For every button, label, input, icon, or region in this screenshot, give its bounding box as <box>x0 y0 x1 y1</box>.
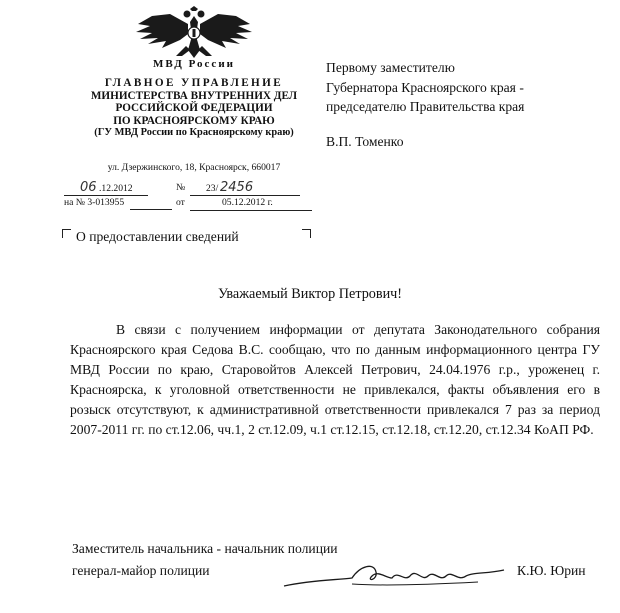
number-label: № <box>176 182 186 193</box>
date-rest: .12.2012 <box>99 183 133 194</box>
body-paragraph: В связи с получением информации от депутата Законодательного собрания Красноярского края Седова В.С. сообщаю, что по данным информационного центра ГУ МВД России по краю, Старовойтов Алексей Петрович, 24.04.1976 г.р., уроженец г. Красноярска, к уголовной ответственности не привлекался, факты объявления его в розыск отсутствуют, к административной ответственности привлекался 7 раз за период 2007-2011 гг. по ст.12.06, чч.1, 2 ст.12.09, ч.1 ст.12.15, ст.12.18, ст.12.20, ст.12.34 КоАП РФ. <box>70 322 600 437</box>
recipient-block <box>326 58 616 151</box>
organization-name <box>70 77 318 140</box>
in-reply-date <box>190 198 312 211</box>
recipient-line: председателю Правительства края <box>326 99 525 114</box>
recipient-line: Губернатора Красноярского края - <box>326 79 524 95</box>
in-reply-number <box>64 197 172 210</box>
signer-position-line1: Заместитель начальника - начальник полиции <box>72 541 338 556</box>
org-line: РОССИЙСКОЙ ФЕДЕРАЦИИ <box>115 102 273 114</box>
ministry-title: МВД России <box>152 58 235 70</box>
reply-date: 05.12.2012 г. <box>222 197 273 208</box>
subject-bracket-right <box>302 229 311 238</box>
outgoing-date <box>64 180 148 196</box>
org-line: МИНИСТЕРСТВА ВНУТРЕННИХ ДЕЛ <box>90 89 298 102</box>
from-label: от <box>176 197 185 208</box>
greeting: Уважаемый Виктор Петрович! <box>217 286 403 302</box>
date-day-handwritten: 06 <box>80 180 97 195</box>
recipient-line: Первому заместителю <box>326 60 455 75</box>
handwritten-signature-icon <box>282 556 508 596</box>
org-line-abbrev: (ГУ МВД России по Красноярскому краю) <box>94 127 294 138</box>
signer-name: К.Ю. Юрин <box>517 563 586 578</box>
subject-line: О предоставлении сведений <box>76 229 239 244</box>
reply-underline <box>130 197 172 210</box>
number-handwritten: 2456 <box>220 180 254 195</box>
outgoing-number <box>190 180 300 196</box>
subject-bracket-left <box>62 229 71 238</box>
signer-position-line2: генерал-майор полиции <box>72 563 210 578</box>
recipient-name: В.П. Томенко <box>326 133 404 149</box>
letter-body <box>70 320 600 440</box>
emblem-double-headed-eagle-icon <box>132 6 256 60</box>
in-reply-label: на № 3-013955 <box>64 197 125 208</box>
org-line: ГЛАВНОЕ УПРАВЛЕНИЕ <box>104 77 284 89</box>
number-printed: 23/ <box>206 183 219 194</box>
org-line: ПО КРАСНОЯРСКОМУ КРАЮ <box>113 114 275 127</box>
org-address: ул. Дзержинского, 18, Красноярск, 660017 <box>107 162 281 173</box>
